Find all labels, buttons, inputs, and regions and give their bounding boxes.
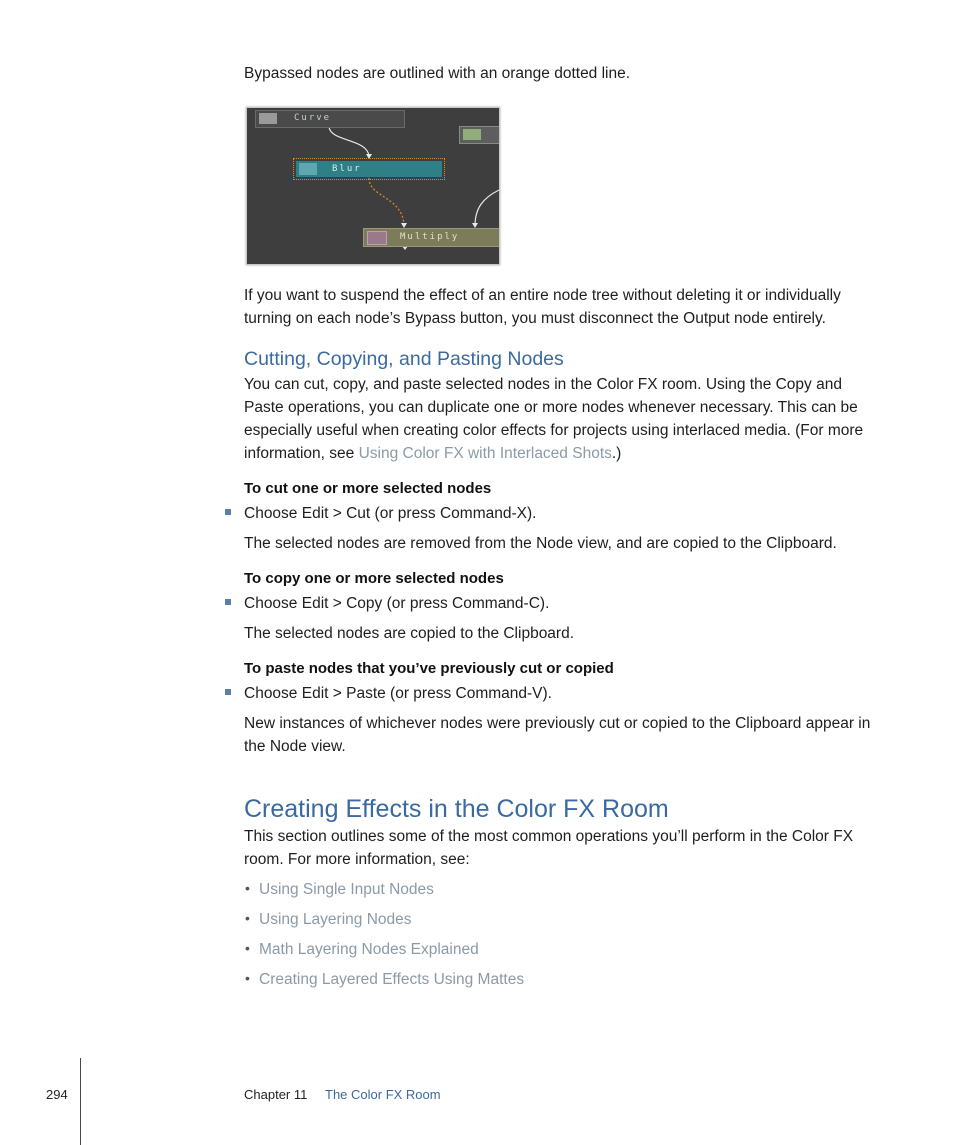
link-layering-nodes[interactable]: Using Layering Nodes bbox=[259, 911, 412, 928]
curve-node[interactable] bbox=[255, 110, 405, 128]
step-bullet-cut bbox=[225, 509, 231, 515]
footer-divider bbox=[80, 1058, 81, 1145]
task-title-copy: To copy one or more selected nodes bbox=[244, 570, 504, 587]
result-paste: New instances of whichever nodes were previously cut or copied to the Clipboard appear in the Node view. bbox=[244, 715, 871, 755]
blur-node[interactable] bbox=[296, 161, 442, 177]
list-bullet: • bbox=[245, 940, 250, 956]
node-graph-figure bbox=[246, 107, 500, 265]
multiply-node[interactable] bbox=[363, 228, 500, 247]
bypassed-connection-line bbox=[369, 178, 404, 226]
multiply-node-thumbnail bbox=[367, 231, 387, 245]
list-bullet: • bbox=[245, 970, 250, 986]
curve-node-thumbnail bbox=[259, 113, 277, 124]
section-heading-creating-effects: Creating Effects in the Color FX Room bbox=[244, 795, 669, 823]
list-bullet: • bbox=[245, 880, 250, 896]
result-copy: The selected nodes are copied to the Clipboard. bbox=[244, 625, 575, 642]
link-layered-effects-mattes[interactable]: Creating Layered Effects Using Mattes bbox=[259, 971, 525, 988]
blur-node-label: Blur bbox=[332, 164, 362, 174]
blur-node-bypass-outline bbox=[293, 158, 445, 180]
cut-copy-paste-text: You can cut, copy, and paste selected nodes in the Color FX room. Using the Copy and Paste operations, you can duplicate one or more nodes whenever necessary. This can be especially useful when creating color effects for projects using interlaced media. (For more information, see bbox=[244, 376, 864, 462]
step-cut: Choose Edit > Cut (or press Command-X). bbox=[244, 505, 537, 522]
task-title-cut: To cut one or more selected nodes bbox=[244, 480, 492, 497]
step-copy: Choose Edit > Copy (or press Command-C). bbox=[244, 595, 550, 612]
multiply-node-label: Multiply bbox=[400, 232, 460, 242]
link-single-input-nodes[interactable]: Using Single Input Nodes bbox=[259, 881, 434, 898]
step-bullet-paste bbox=[225, 689, 231, 695]
input-node-right[interactable] bbox=[459, 126, 500, 144]
step-paste: Choose Edit > Paste (or press Command-V). bbox=[244, 685, 552, 702]
cut-copy-paste-paragraph bbox=[244, 373, 884, 465]
blur-node-thumbnail bbox=[299, 163, 317, 175]
link-math-layering-nodes[interactable]: Math Layering Nodes Explained bbox=[259, 941, 479, 958]
curve-to-blur-line bbox=[329, 126, 369, 156]
disconnect-paragraph: If you want to suspend the effect of an entire node tree without deleting it or individually turning on each node’s Bypass button, you must disconnect the Output node entirely. bbox=[244, 287, 841, 327]
section-heading-cut-copy-paste: Cutting, Copying, and Pasting Nodes bbox=[244, 348, 564, 370]
page-number: 294 bbox=[46, 1087, 68, 1102]
creating-effects-paragraph: This section outlines some of the most common operations you’ll perform in the Color FX room. For more information, see: bbox=[244, 828, 854, 868]
list-bullet: • bbox=[245, 910, 250, 926]
curve-node-label: Curve bbox=[294, 113, 332, 123]
footer-chapter-label: Chapter 11 bbox=[244, 1087, 308, 1102]
interlaced-shots-link[interactable]: Using Color FX with Interlaced Shots bbox=[358, 445, 612, 462]
right-input-line bbox=[475, 190, 499, 226]
task-title-paste: To paste nodes that you’ve previously cut or copied bbox=[244, 660, 614, 677]
intro-text: Bypassed nodes are outlined with an orange dotted line. bbox=[244, 65, 631, 82]
footer-chapter-title[interactable]: The Color FX Room bbox=[325, 1087, 441, 1102]
step-bullet-copy bbox=[225, 599, 231, 605]
result-cut: The selected nodes are removed from the Node view, and are copied to the Clipboard. bbox=[244, 535, 837, 552]
input-node-thumbnail bbox=[463, 129, 481, 140]
cut-copy-paste-text-end: .) bbox=[611, 445, 622, 462]
